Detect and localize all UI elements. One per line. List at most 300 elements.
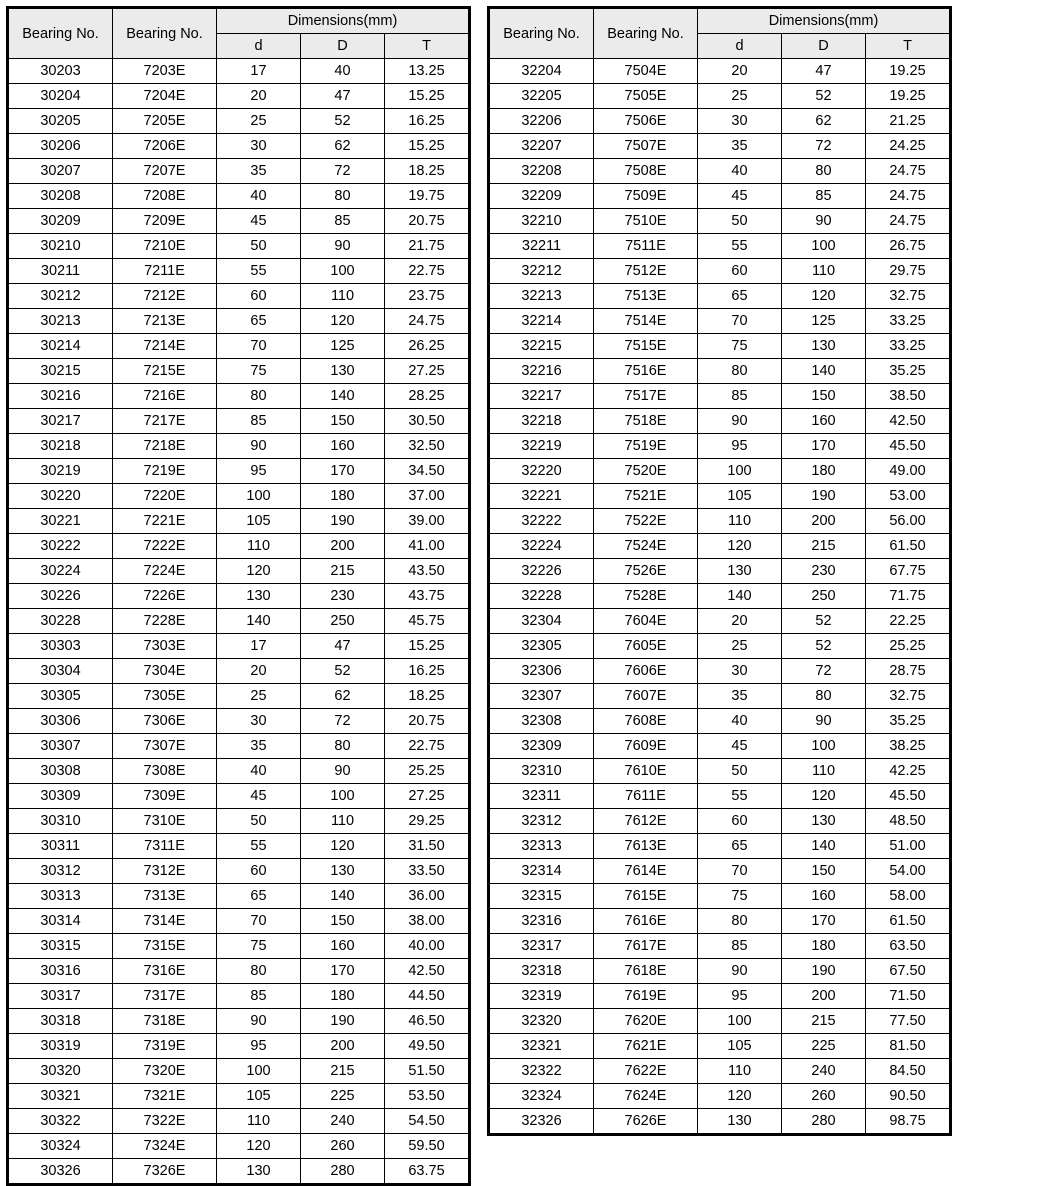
cell-D: 90 <box>301 234 385 259</box>
table-row <box>9 659 469 684</box>
cell-T: 41.00 <box>385 534 469 559</box>
cell-D: 280 <box>301 1159 385 1184</box>
cell-bearing-no-1: 32320 <box>490 1009 594 1034</box>
cell-bearing-no-1: 30320 <box>9 1059 113 1084</box>
cell-T: 38.00 <box>385 909 469 934</box>
cell-T: 21.25 <box>866 109 950 134</box>
cell-d: 40 <box>698 159 782 184</box>
cell-bearing-no-1: 30206 <box>9 134 113 159</box>
cell-bearing-no-1: 30313 <box>9 884 113 909</box>
cell-T: 28.75 <box>866 659 950 684</box>
cell-D: 250 <box>301 609 385 634</box>
cell-D: 240 <box>782 1059 866 1084</box>
cell-bearing-no-2: 7604E <box>594 609 698 634</box>
table-row <box>9 509 469 534</box>
table-row <box>490 834 950 859</box>
cell-bearing-no-2: 7221E <box>113 509 217 534</box>
table-row <box>490 809 950 834</box>
cell-T: 84.50 <box>866 1059 950 1084</box>
cell-D: 72 <box>782 659 866 684</box>
cell-D: 190 <box>301 1009 385 1034</box>
cell-bearing-no-1: 32226 <box>490 559 594 584</box>
cell-D: 200 <box>301 534 385 559</box>
cell-bearing-no-1: 30219 <box>9 459 113 484</box>
cell-bearing-no-1: 32305 <box>490 634 594 659</box>
cell-bearing-no-2: 7508E <box>594 159 698 184</box>
cell-D: 150 <box>301 909 385 934</box>
cell-D: 80 <box>301 184 385 209</box>
right-table-body <box>490 59 950 1134</box>
cell-bearing-no-1: 30305 <box>9 684 113 709</box>
cell-bearing-no-1: 32208 <box>490 159 594 184</box>
table-row <box>490 959 950 984</box>
cell-bearing-no-2: 7620E <box>594 1009 698 1034</box>
table-row <box>490 284 950 309</box>
cell-T: 32.50 <box>385 434 469 459</box>
cell-bearing-no-1: 32213 <box>490 284 594 309</box>
cell-bearing-no-1: 30218 <box>9 434 113 459</box>
cell-T: 19.75 <box>385 184 469 209</box>
cell-d: 25 <box>217 684 301 709</box>
table-row <box>9 684 469 709</box>
cell-T: 24.75 <box>866 159 950 184</box>
cell-bearing-no-2: 7211E <box>113 259 217 284</box>
cell-D: 230 <box>301 584 385 609</box>
cell-bearing-no-1: 32309 <box>490 734 594 759</box>
table-row <box>490 309 950 334</box>
cell-D: 160 <box>782 884 866 909</box>
cell-D: 180 <box>782 934 866 959</box>
header-dimensions: Dimensions(mm) <box>217 9 469 34</box>
table-row <box>490 534 950 559</box>
cell-bearing-no-2: 7619E <box>594 984 698 1009</box>
table-row <box>9 259 469 284</box>
cell-D: 125 <box>301 334 385 359</box>
cell-bearing-no-2: 7513E <box>594 284 698 309</box>
table-row <box>490 409 950 434</box>
cell-bearing-no-1: 32220 <box>490 459 594 484</box>
cell-D: 80 <box>782 684 866 709</box>
cell-D: 260 <box>301 1134 385 1159</box>
cell-D: 140 <box>301 384 385 409</box>
table-row <box>9 884 469 909</box>
cell-d: 60 <box>698 809 782 834</box>
cell-bearing-no-1: 32310 <box>490 759 594 784</box>
table-row <box>9 834 469 859</box>
cell-bearing-no-1: 32205 <box>490 84 594 109</box>
cell-T: 24.75 <box>866 184 950 209</box>
cell-T: 35.25 <box>866 709 950 734</box>
table-row <box>490 159 950 184</box>
cell-d: 20 <box>217 84 301 109</box>
table-row <box>9 459 469 484</box>
cell-bearing-no-1: 32228 <box>490 584 594 609</box>
cell-d: 70 <box>217 909 301 934</box>
cell-T: 43.50 <box>385 559 469 584</box>
cell-D: 170 <box>301 459 385 484</box>
cell-bearing-no-1: 32312 <box>490 809 594 834</box>
header-T: T <box>866 34 950 59</box>
cell-bearing-no-2: 7524E <box>594 534 698 559</box>
table-row <box>9 634 469 659</box>
left-table-body <box>9 59 469 1184</box>
cell-bearing-no-2: 7514E <box>594 309 698 334</box>
cell-bearing-no-2: 7213E <box>113 309 217 334</box>
header-bearing-no-1: Bearing No. <box>9 9 113 59</box>
cell-bearing-no-2: 7505E <box>594 84 698 109</box>
cell-d: 95 <box>217 459 301 484</box>
cell-D: 150 <box>782 384 866 409</box>
cell-T: 18.25 <box>385 684 469 709</box>
cell-T: 26.75 <box>866 234 950 259</box>
cell-bearing-no-1: 30221 <box>9 509 113 534</box>
cell-bearing-no-1: 32206 <box>490 109 594 134</box>
cell-bearing-no-1: 32318 <box>490 959 594 984</box>
cell-bearing-no-2: 7308E <box>113 759 217 784</box>
cell-bearing-no-2: 7322E <box>113 1109 217 1134</box>
left-table-wrapper <box>6 6 471 1186</box>
cell-D: 170 <box>301 959 385 984</box>
cell-bearing-no-2: 7312E <box>113 859 217 884</box>
cell-D: 150 <box>782 859 866 884</box>
cell-bearing-no-1: 30216 <box>9 384 113 409</box>
cell-bearing-no-1: 30326 <box>9 1159 113 1184</box>
cell-D: 190 <box>301 509 385 534</box>
cell-T: 15.25 <box>385 134 469 159</box>
cell-d: 70 <box>217 334 301 359</box>
cell-T: 90.50 <box>866 1084 950 1109</box>
cell-T: 71.75 <box>866 584 950 609</box>
cell-D: 215 <box>301 1059 385 1084</box>
cell-bearing-no-1: 30203 <box>9 59 113 84</box>
cell-d: 130 <box>698 1109 782 1134</box>
cell-D: 240 <box>301 1109 385 1134</box>
cell-D: 100 <box>301 259 385 284</box>
cell-bearing-no-2: 7314E <box>113 909 217 934</box>
cell-d: 45 <box>698 184 782 209</box>
cell-bearing-no-1: 32314 <box>490 859 594 884</box>
cell-D: 100 <box>301 784 385 809</box>
cell-T: 21.75 <box>385 234 469 259</box>
cell-d: 20 <box>698 59 782 84</box>
cell-d: 80 <box>217 384 301 409</box>
table-row <box>490 459 950 484</box>
cell-T: 35.25 <box>866 359 950 384</box>
cell-bearing-no-1: 32224 <box>490 534 594 559</box>
cell-T: 40.00 <box>385 934 469 959</box>
cell-D: 100 <box>782 734 866 759</box>
table-row <box>9 609 469 634</box>
cell-d: 65 <box>698 284 782 309</box>
cell-d: 30 <box>217 709 301 734</box>
cell-D: 160 <box>301 434 385 459</box>
cell-T: 42.25 <box>866 759 950 784</box>
table-row <box>9 534 469 559</box>
header-D: D <box>782 34 866 59</box>
cell-bearing-no-2: 7217E <box>113 409 217 434</box>
table-row <box>9 84 469 109</box>
cell-T: 15.25 <box>385 84 469 109</box>
cell-d: 70 <box>698 309 782 334</box>
cell-d: 50 <box>698 759 782 784</box>
cell-d: 45 <box>217 209 301 234</box>
cell-D: 230 <box>782 559 866 584</box>
cell-bearing-no-2: 7617E <box>594 934 698 959</box>
cell-bearing-no-1: 32221 <box>490 484 594 509</box>
table-row <box>9 809 469 834</box>
cell-d: 20 <box>217 659 301 684</box>
cell-bearing-no-1: 30211 <box>9 259 113 284</box>
cell-T: 15.25 <box>385 634 469 659</box>
cell-d: 40 <box>698 709 782 734</box>
cell-T: 20.75 <box>385 209 469 234</box>
cell-bearing-no-2: 7612E <box>594 809 698 834</box>
cell-D: 85 <box>301 209 385 234</box>
cell-D: 62 <box>782 109 866 134</box>
table-row <box>9 934 469 959</box>
cell-D: 52 <box>301 109 385 134</box>
cell-bearing-no-2: 7512E <box>594 259 698 284</box>
cell-bearing-no-2: 7615E <box>594 884 698 909</box>
cell-D: 190 <box>782 959 866 984</box>
cell-bearing-no-1: 32204 <box>490 59 594 84</box>
cell-T: 67.50 <box>866 959 950 984</box>
cell-d: 105 <box>217 509 301 534</box>
cell-D: 170 <box>782 909 866 934</box>
header-dimensions: Dimensions(mm) <box>698 9 950 34</box>
cell-d: 100 <box>217 484 301 509</box>
cell-bearing-no-2: 7516E <box>594 359 698 384</box>
cell-d: 55 <box>217 834 301 859</box>
cell-bearing-no-1: 30316 <box>9 959 113 984</box>
cell-bearing-no-1: 30307 <box>9 734 113 759</box>
cell-d: 140 <box>217 609 301 634</box>
table-row <box>9 584 469 609</box>
cell-D: 52 <box>782 634 866 659</box>
cell-D: 72 <box>301 709 385 734</box>
cell-bearing-no-1: 32215 <box>490 334 594 359</box>
cell-D: 215 <box>782 534 866 559</box>
cell-bearing-no-1: 32313 <box>490 834 594 859</box>
cell-bearing-no-2: 7309E <box>113 784 217 809</box>
cell-bearing-no-2: 7315E <box>113 934 217 959</box>
cell-D: 200 <box>782 984 866 1009</box>
cell-bearing-no-1: 30317 <box>9 984 113 1009</box>
cell-T: 23.75 <box>385 284 469 309</box>
cell-bearing-no-1: 30308 <box>9 759 113 784</box>
table-row <box>490 1034 950 1059</box>
cell-D: 72 <box>782 134 866 159</box>
cell-D: 130 <box>301 359 385 384</box>
table-row <box>490 234 950 259</box>
cell-D: 47 <box>301 634 385 659</box>
table-row <box>9 384 469 409</box>
cell-bearing-no-1: 32304 <box>490 609 594 634</box>
cell-D: 90 <box>301 759 385 784</box>
cell-bearing-no-1: 30311 <box>9 834 113 859</box>
cell-bearing-no-2: 7607E <box>594 684 698 709</box>
table-row <box>9 334 469 359</box>
table-row <box>490 609 950 634</box>
cell-bearing-no-2: 7522E <box>594 509 698 534</box>
cell-D: 180 <box>301 484 385 509</box>
table-row <box>490 784 950 809</box>
cell-T: 45.75 <box>385 609 469 634</box>
cell-bearing-no-2: 7616E <box>594 909 698 934</box>
table-row <box>490 359 950 384</box>
cell-T: 53.00 <box>866 484 950 509</box>
table-row <box>9 559 469 584</box>
cell-bearing-no-2: 7207E <box>113 159 217 184</box>
cell-d: 55 <box>217 259 301 284</box>
cell-T: 18.25 <box>385 159 469 184</box>
cell-bearing-no-1: 32311 <box>490 784 594 809</box>
cell-d: 85 <box>217 409 301 434</box>
cell-bearing-no-1: 30315 <box>9 934 113 959</box>
cell-T: 13.25 <box>385 59 469 84</box>
right-table <box>489 8 950 1134</box>
cell-d: 100 <box>698 459 782 484</box>
cell-bearing-no-2: 7528E <box>594 584 698 609</box>
table-row <box>9 134 469 159</box>
cell-d: 60 <box>698 259 782 284</box>
cell-bearing-no-2: 7520E <box>594 459 698 484</box>
cell-T: 71.50 <box>866 984 950 1009</box>
cell-bearing-no-1: 30312 <box>9 859 113 884</box>
table-row <box>9 209 469 234</box>
table-row <box>9 484 469 509</box>
cell-bearing-no-2: 7226E <box>113 584 217 609</box>
cell-bearing-no-2: 7216E <box>113 384 217 409</box>
cell-bearing-no-2: 7320E <box>113 1059 217 1084</box>
cell-bearing-no-1: 30226 <box>9 584 113 609</box>
cell-bearing-no-2: 7626E <box>594 1109 698 1134</box>
cell-T: 45.50 <box>866 784 950 809</box>
table-row <box>490 934 950 959</box>
cell-d: 75 <box>217 934 301 959</box>
header-row-primary <box>9 9 469 34</box>
table-row <box>9 1134 469 1159</box>
cell-bearing-no-2: 7306E <box>113 709 217 734</box>
table-row <box>490 109 950 134</box>
cell-d: 60 <box>217 284 301 309</box>
cell-d: 25 <box>217 109 301 134</box>
cell-D: 130 <box>782 809 866 834</box>
cell-d: 100 <box>217 1059 301 1084</box>
cell-d: 110 <box>698 509 782 534</box>
cell-bearing-no-1: 32308 <box>490 709 594 734</box>
cell-bearing-no-1: 32315 <box>490 884 594 909</box>
cell-T: 51.00 <box>866 834 950 859</box>
cell-bearing-no-1: 30212 <box>9 284 113 309</box>
cell-bearing-no-2: 7526E <box>594 559 698 584</box>
cell-bearing-no-2: 7222E <box>113 534 217 559</box>
cell-bearing-no-1: 30210 <box>9 234 113 259</box>
table-row <box>490 134 950 159</box>
cell-D: 170 <box>782 434 866 459</box>
cell-D: 120 <box>301 309 385 334</box>
cell-bearing-no-2: 7224E <box>113 559 217 584</box>
cell-bearing-no-1: 32219 <box>490 434 594 459</box>
cell-T: 59.50 <box>385 1134 469 1159</box>
header-d: d <box>217 34 301 59</box>
table-row <box>490 484 950 509</box>
cell-D: 52 <box>782 609 866 634</box>
cell-bearing-no-1: 30209 <box>9 209 113 234</box>
cell-d: 25 <box>698 84 782 109</box>
table-row <box>9 984 469 1009</box>
cell-bearing-no-2: 7504E <box>594 59 698 84</box>
cell-T: 43.75 <box>385 584 469 609</box>
cell-T: 67.75 <box>866 559 950 584</box>
cell-bearing-no-1: 30207 <box>9 159 113 184</box>
left-table <box>8 8 469 1184</box>
table-row <box>9 234 469 259</box>
header-D: D <box>301 34 385 59</box>
cell-d: 105 <box>217 1084 301 1109</box>
cell-D: 110 <box>782 259 866 284</box>
cell-D: 47 <box>782 59 866 84</box>
cell-bearing-no-1: 32216 <box>490 359 594 384</box>
cell-T: 54.00 <box>866 859 950 884</box>
cell-d: 70 <box>698 859 782 884</box>
table-row <box>9 1109 469 1134</box>
table-row <box>490 984 950 1009</box>
cell-d: 75 <box>698 334 782 359</box>
cell-bearing-no-2: 7208E <box>113 184 217 209</box>
table-row <box>9 784 469 809</box>
cell-bearing-no-2: 7318E <box>113 1009 217 1034</box>
cell-T: 53.50 <box>385 1084 469 1109</box>
cell-D: 130 <box>301 859 385 884</box>
cell-d: 45 <box>698 734 782 759</box>
cell-bearing-no-2: 7214E <box>113 334 217 359</box>
cell-bearing-no-2: 7303E <box>113 634 217 659</box>
cell-d: 100 <box>698 1009 782 1034</box>
cell-T: 45.50 <box>866 434 950 459</box>
cell-bearing-no-2: 7518E <box>594 409 698 434</box>
cell-bearing-no-2: 7618E <box>594 959 698 984</box>
cell-d: 17 <box>217 634 301 659</box>
cell-D: 125 <box>782 309 866 334</box>
cell-bearing-no-2: 7220E <box>113 484 217 509</box>
cell-d: 55 <box>698 234 782 259</box>
table-row <box>490 84 950 109</box>
cell-bearing-no-2: 7205E <box>113 109 217 134</box>
table-row <box>490 559 950 584</box>
cell-D: 40 <box>301 59 385 84</box>
cell-d: 75 <box>698 884 782 909</box>
cell-bearing-no-1: 30324 <box>9 1134 113 1159</box>
cell-d: 25 <box>698 634 782 659</box>
cell-D: 225 <box>782 1034 866 1059</box>
cell-D: 250 <box>782 584 866 609</box>
cell-D: 150 <box>301 409 385 434</box>
cell-d: 45 <box>217 784 301 809</box>
cell-d: 35 <box>217 734 301 759</box>
cell-d: 90 <box>217 434 301 459</box>
table-row <box>9 1059 469 1084</box>
table-row <box>490 859 950 884</box>
cell-T: 42.50 <box>866 409 950 434</box>
cell-d: 110 <box>698 1059 782 1084</box>
cell-bearing-no-2: 7204E <box>113 84 217 109</box>
cell-T: 22.75 <box>385 734 469 759</box>
cell-T: 32.75 <box>866 684 950 709</box>
cell-T: 61.50 <box>866 909 950 934</box>
cell-T: 19.25 <box>866 84 950 109</box>
header-row-primary <box>490 9 950 34</box>
